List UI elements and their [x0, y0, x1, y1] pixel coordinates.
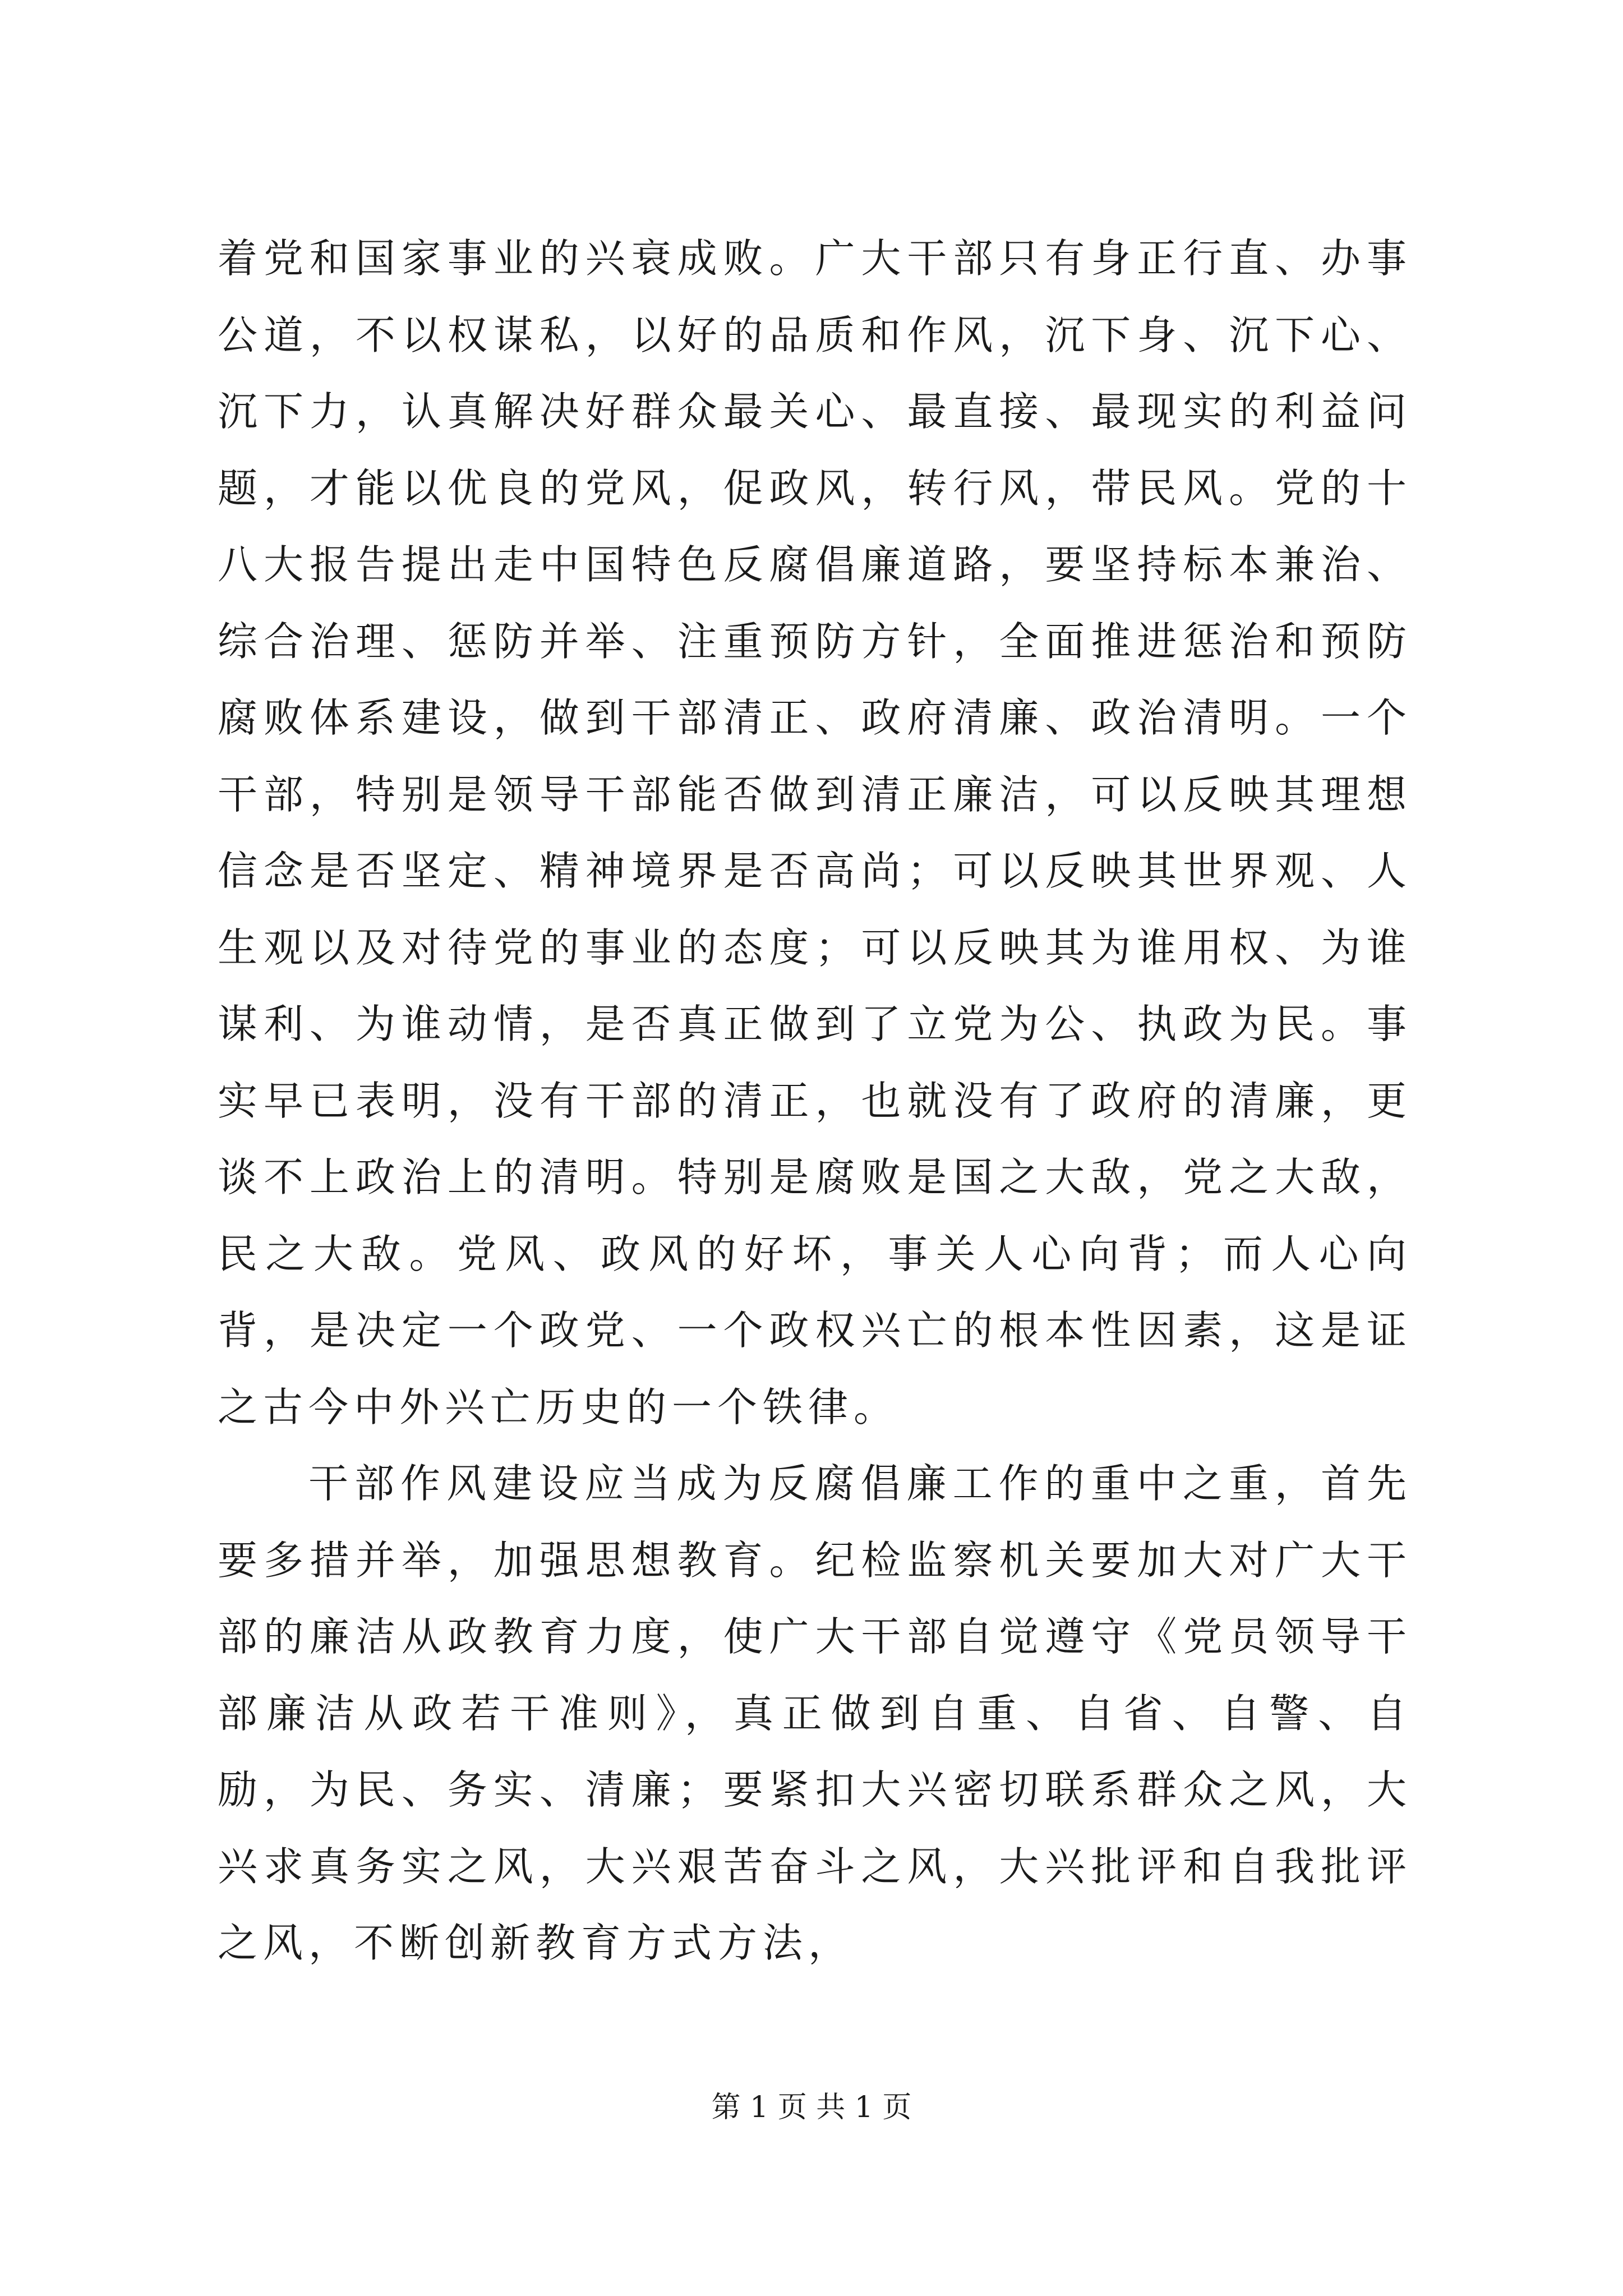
paragraph-2: 干部作风建设应当成为反腐倡廉工作的重中之重，首先要多措并举，加强思想教育。纪检监察机关要加大对广大干部的廉洁从政教育力度，使广大干部自觉遵守《党员领导干部廉洁从政若干准则》，真正做到自重、自省、自警、自励，为民、务实、清廉；要紧扣大兴密切联系群众之风，大兴求真务实之风，大兴艰苦奋斗之风，大兴批评和自我批评之风，不断创新教育方式方法，: [218, 1460, 1412, 1966]
paragraph-1: 着党和国家事业的兴衰成败。广大干部只有身正行直、办事公道，不以权谋私，以好的品质和作风，沉下身、沉下心、沉下力，认真解决好群众最关心、最直接、最现实的利益问题，才能以优良的党风，促政风，转行风，带民风。党的十八大报告提出走中国特色反腐倡廉道路，要坚持标本兼治、综合治理、惩防并举、注重预防方针，全面推进惩治和预防腐败体系建设，做到干部清正、政府清廉、政治清明。一个干部，特别是领导干部能否做到清正廉洁，可以反映其理想信念是否坚定、精神境界是否高尚；可以反映其世界观、人生观以及对待党的事业的态度；可以反映其为谁用权、为谁谋利、为谁动情，是否真正做到了立党为公、执政为民。事实早已表明，没有干部的清正，也就没有了政府的清廉，更谈不上政治上的清明。特别是腐败是国之大敌，党之大敌，民之大敌。党风、政风的好坏，事关人心向背；而人心向背，是决定一个政党、一个政权兴亡的根本性因素，这是证之古今中外兴亡历史的一个铁律。: [218, 235, 1412, 1430]
page-footer: 第 1 页 共 1 页: [711, 2091, 912, 2124]
document-body: [218, 220, 1412, 1982]
